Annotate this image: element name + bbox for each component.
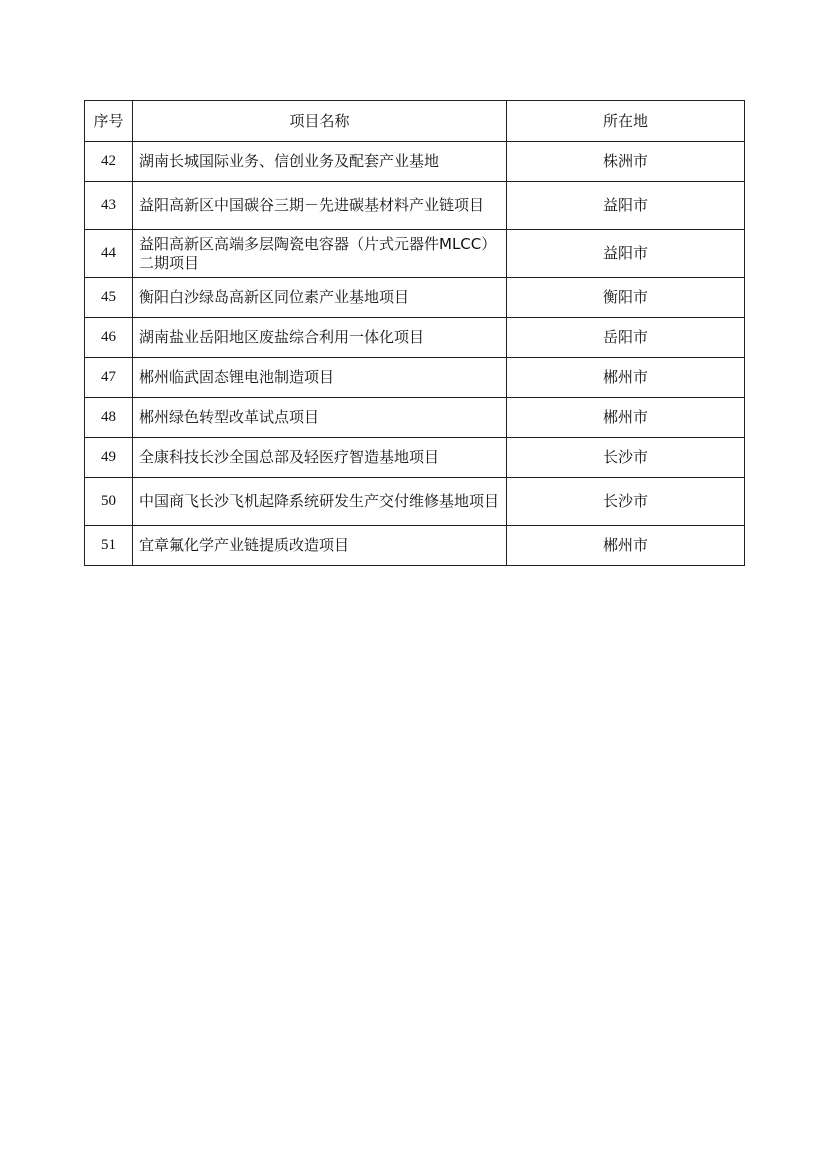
project-table (84, 100, 745, 566)
row-no: 46 (85, 318, 133, 358)
row-location: 长沙市 (507, 478, 745, 526)
row-no: 51 (85, 526, 133, 566)
table-row (85, 318, 745, 358)
row-location: 株洲市 (507, 142, 745, 182)
table-row (85, 182, 745, 230)
row-location: 郴州市 (507, 526, 745, 566)
table-header-row (85, 101, 745, 142)
row-name: 全康科技长沙全国总部及轻医疗智造基地项目 (133, 438, 507, 478)
row-name: 湖南长城国际业务、信创业务及配套产业基地 (133, 142, 507, 182)
row-location: 郴州市 (507, 358, 745, 398)
row-location: 岳阳市 (507, 318, 745, 358)
row-no: 42 (85, 142, 133, 182)
table-row (85, 278, 745, 318)
row-location: 郴州市 (507, 398, 745, 438)
row-name: 郴州绿色转型改革试点项目 (133, 398, 507, 438)
row-name: 宜章氟化学产业链提质改造项目 (133, 526, 507, 566)
row-name: 益阳高新区中国碳谷三期－先进碳基材料产业链项目 (133, 182, 507, 230)
row-name: 中国商飞长沙飞机起降系统研发生产交付维修基地项目 (133, 478, 507, 526)
row-no: 49 (85, 438, 133, 478)
header-name: 项目名称 (133, 101, 507, 142)
table-row (85, 358, 745, 398)
row-name: 湖南盐业岳阳地区废盐综合利用一体化项目 (133, 318, 507, 358)
table-row (85, 142, 745, 182)
row-no: 48 (85, 398, 133, 438)
row-no: 44 (85, 230, 133, 278)
row-no: 43 (85, 182, 133, 230)
header-location: 所在地 (507, 101, 745, 142)
row-location: 益阳市 (507, 230, 745, 278)
table-row (85, 230, 745, 278)
table-row (85, 438, 745, 478)
row-name: 衡阳白沙绿岛高新区同位素产业基地项目 (133, 278, 507, 318)
header-no: 序号 (85, 101, 133, 142)
table-row (85, 526, 745, 566)
row-location: 益阳市 (507, 182, 745, 230)
row-location: 长沙市 (507, 438, 745, 478)
row-no: 45 (85, 278, 133, 318)
row-name: 益阳高新区高端多层陶瓷电容器（片式元器件MLCC）二期项目 (133, 230, 507, 278)
table-row (85, 398, 745, 438)
row-no: 47 (85, 358, 133, 398)
row-no: 50 (85, 478, 133, 526)
table-row (85, 478, 745, 526)
row-location: 衡阳市 (507, 278, 745, 318)
row-name: 郴州临武固态锂电池制造项目 (133, 358, 507, 398)
